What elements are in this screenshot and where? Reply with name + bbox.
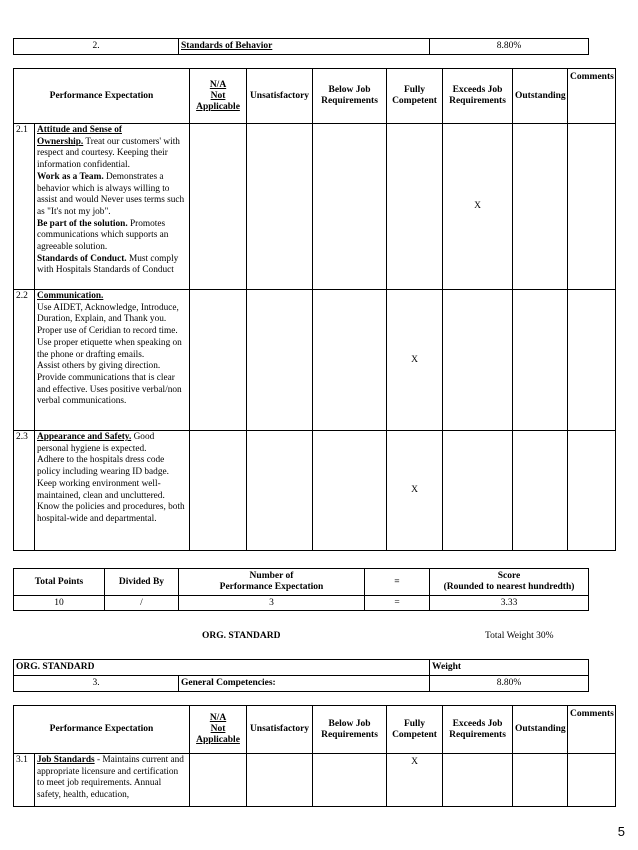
- org-standard-title: ORG. STANDARD: [14, 660, 430, 676]
- score-value: 3.33: [430, 596, 589, 611]
- item-description: Job Standards - Maintains current and appropriate licensure and certification to meet job requirements. Annual safety, health, education,: [35, 754, 190, 807]
- total-weight: Total Weight 30%: [485, 631, 554, 641]
- rating-exceeds[interactable]: [443, 290, 513, 431]
- org-standard-line: [0, 631, 638, 645]
- table-row: [14, 290, 616, 431]
- rating-outstanding[interactable]: [513, 290, 568, 431]
- item-number: 3.1: [14, 754, 35, 807]
- comments-cell[interactable]: [568, 124, 616, 290]
- performance-table-1: [13, 68, 616, 551]
- page-number: 5: [617, 824, 625, 839]
- rating-na[interactable]: [190, 431, 247, 551]
- rating-fully[interactable]: X: [387, 754, 443, 807]
- org-standard-label: ORG. STANDARD: [202, 631, 281, 641]
- item-description: Appearance and Safety. Good personal hygiene is expected. Adhere to the hospitals dress code policy including wearing ID badge. Keep working environment well-maintained, clean and uncluttered. Know the policies and procedures, both hospital-wide and departmental.: [35, 431, 190, 551]
- rating-fully[interactable]: X: [387, 290, 443, 431]
- comments-header: Comments: [568, 706, 616, 754]
- equals-header: =: [365, 569, 430, 596]
- rating-below[interactable]: [313, 124, 387, 290]
- rating-na[interactable]: [190, 290, 247, 431]
- number-of-pe-header: Number of Performance Expectation: [179, 569, 365, 596]
- rating-unsatisfactory[interactable]: [247, 754, 313, 807]
- section-number: 3.: [14, 676, 179, 692]
- score-header: Score (Rounded to nearest hundredth): [430, 569, 589, 596]
- item-number: 2.3: [14, 431, 35, 551]
- exceeds-job-header: Exceeds Job Requirements: [443, 69, 513, 124]
- performance-table-2: [13, 705, 616, 807]
- section-weight: 8.80%: [430, 39, 589, 55]
- fully-competent-header: Fully Competent: [387, 69, 443, 124]
- divided-by-value: /: [105, 596, 179, 611]
- rating-exceeds[interactable]: X: [443, 124, 513, 290]
- fully-competent-header: Fully Competent: [387, 706, 443, 754]
- total-points-header: Total Points: [14, 569, 105, 596]
- org-standard-table: [13, 659, 589, 692]
- table-row: [14, 754, 616, 807]
- item-description: Communication. Use AIDET, Acknowledge, Introduce, Duration, Explain, and Thank you. Proper use of Ceridian to record time. Use proper etiquette when speaking on the phone or drafting emails. Assist others by giving direction. Provide communications that is clear and effective. Uses positive verbal/non verbal communications.: [35, 290, 190, 431]
- section-title: General Competencies:: [179, 676, 430, 692]
- rating-outstanding[interactable]: [513, 431, 568, 551]
- section-2-bar: [13, 38, 589, 55]
- equals-value: =: [365, 596, 430, 611]
- comments-cell[interactable]: [568, 431, 616, 551]
- section-number: 2.: [14, 39, 179, 55]
- rating-na[interactable]: [190, 754, 247, 807]
- rating-outstanding[interactable]: [513, 124, 568, 290]
- section-title: Standards of Behavior: [179, 39, 430, 55]
- rating-below[interactable]: [313, 431, 387, 551]
- na-header: N/A Not Applicable: [190, 69, 247, 124]
- comments-header: Comments: [568, 69, 616, 124]
- number-of-pe-value: 3: [179, 596, 365, 611]
- total-points-value: 10: [14, 596, 105, 611]
- below-job-header: Below Job Requirements: [313, 706, 387, 754]
- section-weight: 8.80%: [430, 676, 589, 692]
- performance-expectation-header: Performance Expectation: [14, 706, 190, 754]
- unsatisfactory-header: Unsatisfactory: [247, 69, 313, 124]
- weight-label: Weight: [430, 660, 589, 676]
- below-job-header: Below Job Requirements: [313, 69, 387, 124]
- rating-unsatisfactory[interactable]: [247, 431, 313, 551]
- exceeds-job-header: Exceeds Job Requirements: [443, 706, 513, 754]
- rating-unsatisfactory[interactable]: [247, 124, 313, 290]
- rating-fully[interactable]: X: [387, 431, 443, 551]
- rating-unsatisfactory[interactable]: [247, 290, 313, 431]
- unsatisfactory-header: Unsatisfactory: [247, 706, 313, 754]
- outstanding-header: Outstanding: [513, 69, 568, 124]
- outstanding-header: Outstanding: [513, 706, 568, 754]
- rating-outstanding[interactable]: [513, 754, 568, 807]
- rating-fully[interactable]: [387, 124, 443, 290]
- table-row: [14, 124, 616, 290]
- table-row: [14, 431, 616, 551]
- comments-cell[interactable]: [568, 290, 616, 431]
- rating-exceeds[interactable]: [443, 431, 513, 551]
- comments-cell[interactable]: [568, 754, 616, 807]
- item-description: Attitude and Sense of Ownership. Treat our customers' with respect and courtesy. Keeping their information confidential. Work as a Team. Demonstrates a behavior which is always willing to assist and would Never uses terms such as "It's not my job". Be part of the solution. Promotes communications which supports an agreeable solution. Standards of Conduct. Must comply with Hospitals Standards of Conduct: [35, 124, 190, 290]
- rating-below[interactable]: [313, 290, 387, 431]
- performance-expectation-header: Performance Expectation: [14, 69, 190, 124]
- rating-below[interactable]: [313, 754, 387, 807]
- rating-na[interactable]: [190, 124, 247, 290]
- na-header: N/A Not Applicable: [190, 706, 247, 754]
- item-number: 2.2: [14, 290, 35, 431]
- totals-table: [13, 568, 589, 611]
- item-number: 2.1: [14, 124, 35, 290]
- rating-exceeds[interactable]: [443, 754, 513, 807]
- divided-by-header: Divided By: [105, 569, 179, 596]
